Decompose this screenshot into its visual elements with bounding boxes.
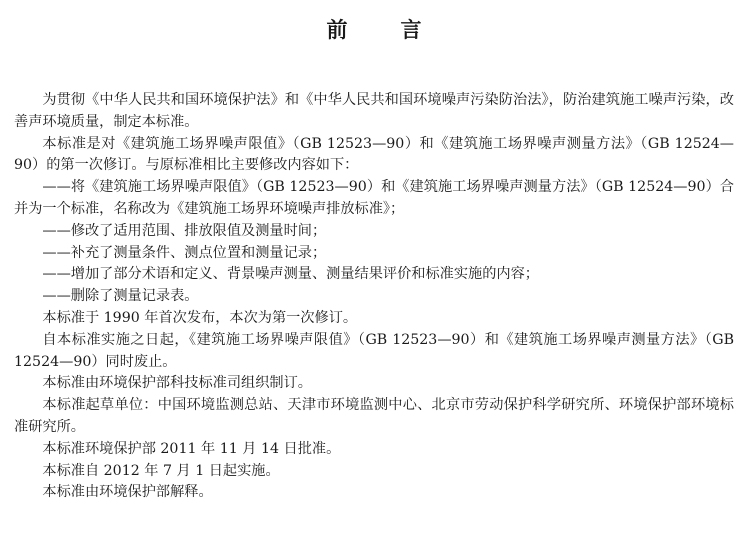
paragraph-first-issue: 本标准于 1990 年首次发布，本次为第一次修订。 xyxy=(42,309,358,326)
paragraph-approval: 本标准环境保护部 2011 年 11 月 14 日批准。 xyxy=(42,440,341,457)
change-item-scope: ——修改了适用范围、排放限值及测量时间； xyxy=(42,222,327,239)
paragraph-effective: 本标准自 2012 年 7 月 1 日起实施。 xyxy=(42,462,280,479)
change-item-merge: ——将《建筑施工场界噪声限值》（GB 12523—90）和《建筑施工场界噪声测量方法》（GB 12524—90）合并为一个标准，名称改为《建筑施工场界环境噪声排放标准》； xyxy=(14,179,734,217)
change-item-removal: ——删除了测量记录表。 xyxy=(42,288,199,305)
paragraph-organizer: 本标准由环境保护部科技标准司组织制订。 xyxy=(42,375,312,392)
change-item-conditions: ——补充了测量条件、测点位置和测量记录； xyxy=(42,244,327,261)
document-title: 前 言 xyxy=(326,17,438,42)
paragraph-drafters: 本标准起草单位：中国环境监测总站、天津市环境监测中心、北京市劳动保护科学研究所、环境保护部环境标准研究所。 xyxy=(14,397,734,435)
change-item-additions: ——增加了部分术语和定义、背景噪声测量、测量结果评价和标准实施的内容； xyxy=(42,266,539,283)
paragraph-interpretation: 本标准由环境保护部解释。 xyxy=(42,484,213,501)
paragraph-abolish: 自本标准实施之日起，《建筑施工场界噪声限值》（GB 12523—90）和《建筑施工场界噪声测量方法》（GB 12524—90）同时废止。 xyxy=(14,331,734,370)
paragraph-revision: 本标准是对《建筑施工场界噪声限值》（GB 12523—90）和《建筑施工场界噪声测量方法》（GB 12524—90）的第一次修订。与原标准相比主要修改内容如下： xyxy=(14,135,734,174)
paragraph-purpose: 为贯彻《中华人民共和国环境保护法》和《中华人民共和国环境噪声污染防治法》，防治建筑施工噪声污染，改善声环境质量，制定本标准。 xyxy=(14,92,734,130)
document-body xyxy=(14,90,734,504)
